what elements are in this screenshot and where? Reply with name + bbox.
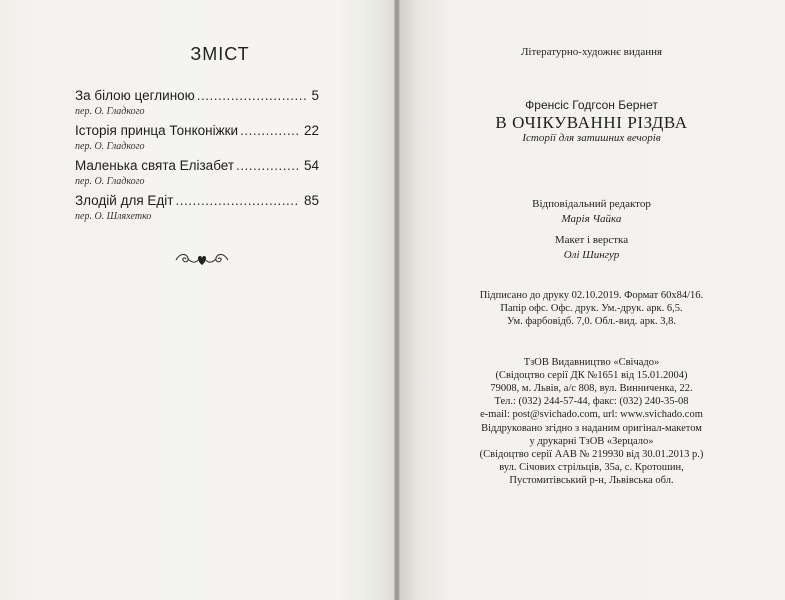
book-author: Френсіс Годгсон Бернет [525, 98, 658, 112]
publisher-info [398, 356, 785, 421]
toc-translator: пер. О. Гладкого [75, 141, 145, 152]
editor-name: Марія Чайка [561, 213, 622, 225]
book-subtitle: Історії для затишних вечорів [522, 132, 661, 144]
toc-page-number: 22 [303, 123, 319, 138]
printer-line: у друкарні ТзОВ «Зерцало» [529, 436, 654, 447]
printer-line: Віддруковано згідно з наданим оригінал-макетом [481, 423, 702, 434]
table-of-contents [75, 88, 319, 228]
publisher-line: ТзОВ Видавництво «Свічадо» [523, 357, 660, 368]
toc-line [75, 123, 319, 138]
toc-translator: пер. О. Гладкого [75, 106, 145, 117]
toc-leader-dots [240, 123, 300, 138]
toc-page-number: 54 [303, 158, 319, 173]
toc-entry [75, 193, 319, 222]
toc-entry [75, 158, 319, 187]
toc-leader-dots [175, 193, 300, 208]
publisher-line: e-mail: post@svichado.com, url: www.svichado.com [480, 409, 703, 420]
publisher-line: (Свідоцтво серії ДК №1651 від 15.01.2004) [495, 370, 688, 381]
print-specs [398, 289, 785, 328]
publisher-line: 79008, м. Львів, а/с 808, вул. Винниченка, 22. [490, 383, 693, 394]
printer-line: Пустомитівський р-н, Львівська обл. [509, 475, 674, 486]
printer-line: (Свідоцтво серії ААВ № 219930 від 30.01.2013 р.) [479, 449, 704, 460]
toc-page-number: 5 [311, 88, 319, 103]
contents-title: ЗМІСТ [190, 44, 250, 64]
toc-line [75, 88, 319, 103]
spec-line: Ум. фарбовідб. 7,0. Обл.-вид. арк. 3,8. [506, 316, 677, 327]
printer-line: вул. Січових стрільців, 35а, с. Кротошин, [499, 462, 684, 473]
book-title: В ОЧІКУВАННІ РІЗДВА [495, 113, 688, 132]
imprint-page [398, 0, 785, 600]
spec-line: Папір офс. Офс. друк. Ум.-друк. арк. 6,5. [500, 303, 683, 314]
spec-line: Підписано до друку 02.10.2019. Формат 60х84/16. [479, 290, 704, 301]
printer-info [398, 422, 785, 487]
toc-page-number: 85 [303, 193, 319, 208]
toc-leader-dots [197, 88, 308, 103]
toc-leader-dots [236, 158, 300, 173]
genre-label: Літературно-художнє видання [520, 46, 663, 58]
publisher-line: Тел.: (032) 244-57-44, факс: (032) 240-35-08 [494, 396, 689, 407]
heart-flourish-icon [172, 250, 232, 268]
layout-name: Олі Шингур [563, 249, 620, 261]
editor-role: Відповідальний редактор [532, 198, 651, 210]
layout-role: Макет і верстка [554, 234, 629, 246]
toc-entry-title: Історія принца Тонконіжки [75, 123, 239, 138]
toc-entry [75, 123, 319, 152]
toc-entry-title: За білою цеглиною [75, 88, 195, 103]
toc-entry-title: Злодій для Едіт [75, 193, 174, 208]
toc-entry-title: Маленька свята Елізабет [75, 158, 235, 173]
toc-translator: пер. О. Гладкого [75, 176, 145, 187]
toc-translator: пер. О. Шляхетко [75, 211, 152, 222]
toc-entry [75, 88, 319, 117]
toc-line [75, 193, 319, 208]
toc-line [75, 158, 319, 173]
